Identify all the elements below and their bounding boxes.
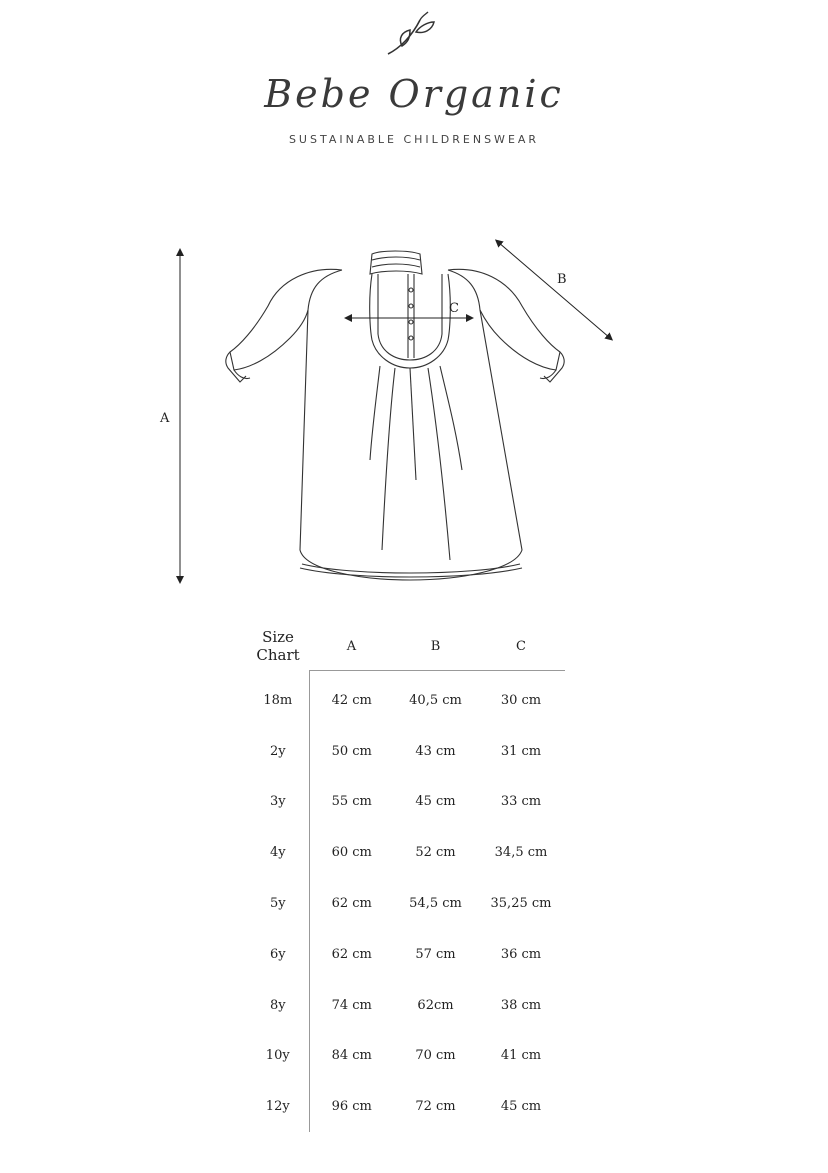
size-label: 18m — [247, 671, 309, 726]
table-cell: 62 cm — [331, 946, 372, 962]
column-header-b: B — [394, 622, 477, 671]
table-cell: 57 cm — [415, 946, 456, 962]
table-row — [247, 878, 565, 929]
dress-outline — [226, 251, 564, 580]
table-cell: 36 cm — [500, 946, 542, 962]
brand-name: Bebe Organic — [264, 72, 564, 116]
table-row — [247, 1031, 565, 1082]
table-row — [247, 726, 565, 777]
table-cell: 84 cm — [331, 1048, 372, 1064]
table-header-row — [247, 622, 565, 671]
table-cell: 54,5 cm — [409, 896, 462, 912]
table-cell: 35,25 cm — [490, 896, 552, 912]
size-label: 8y — [247, 980, 309, 1031]
table-cell: 50 cm — [331, 743, 372, 759]
column-header-c: C — [477, 622, 565, 671]
table-cell: 45 cm — [415, 794, 456, 810]
leaf-sprig-icon — [380, 8, 450, 64]
table-cell: 41 cm — [500, 1048, 542, 1064]
table-cell: 30 cm — [500, 692, 542, 708]
sleeve-arrow — [498, 242, 610, 338]
size-label: 10y — [247, 1031, 309, 1082]
table-cell: 55 cm — [331, 794, 372, 810]
table-cell: 42 cm — [331, 692, 372, 708]
size-label: 5y — [247, 878, 309, 929]
table-row — [247, 827, 565, 878]
size-label: 6y — [247, 929, 309, 980]
brand-tagline: SUSTAINABLE CHILDRENSWEAR — [288, 133, 540, 146]
dress-diagram — [150, 230, 630, 600]
column-header-a: A — [309, 622, 394, 671]
size-label: 4y — [247, 827, 309, 878]
table-row — [247, 980, 565, 1031]
table-cell: 62 cm — [331, 896, 372, 912]
size-chart-header: Size Chart — [256, 628, 300, 665]
label-c: C — [449, 301, 459, 316]
table-row — [247, 929, 565, 980]
label-b: B — [557, 272, 567, 287]
table-row — [247, 671, 565, 726]
table-cell: 62cm — [417, 997, 454, 1013]
table-row — [247, 777, 565, 828]
size-label: 2y — [247, 726, 309, 777]
size-label: 3y — [247, 777, 309, 828]
table-cell: 40,5 cm — [409, 692, 462, 708]
table-cell: 43 cm — [415, 743, 456, 759]
table-cell: 45 cm — [500, 1099, 542, 1115]
size-chart-table — [247, 622, 565, 1132]
table-row — [247, 1081, 565, 1132]
label-a: A — [160, 411, 170, 426]
table-cell: 72 cm — [415, 1099, 456, 1115]
table-cell: 52 cm — [415, 845, 456, 861]
table-cell: 60 cm — [331, 845, 372, 861]
table-cell: 38 cm — [500, 997, 542, 1013]
table-cell: 70 cm — [415, 1048, 456, 1064]
table-cell: 74 cm — [331, 997, 372, 1013]
table-cell: 31 cm — [500, 743, 542, 759]
table-cell: 96 cm — [331, 1099, 372, 1115]
table-cell: 34,5 cm — [494, 845, 548, 861]
table-cell: 33 cm — [500, 794, 542, 810]
size-label: 12y — [247, 1081, 309, 1132]
